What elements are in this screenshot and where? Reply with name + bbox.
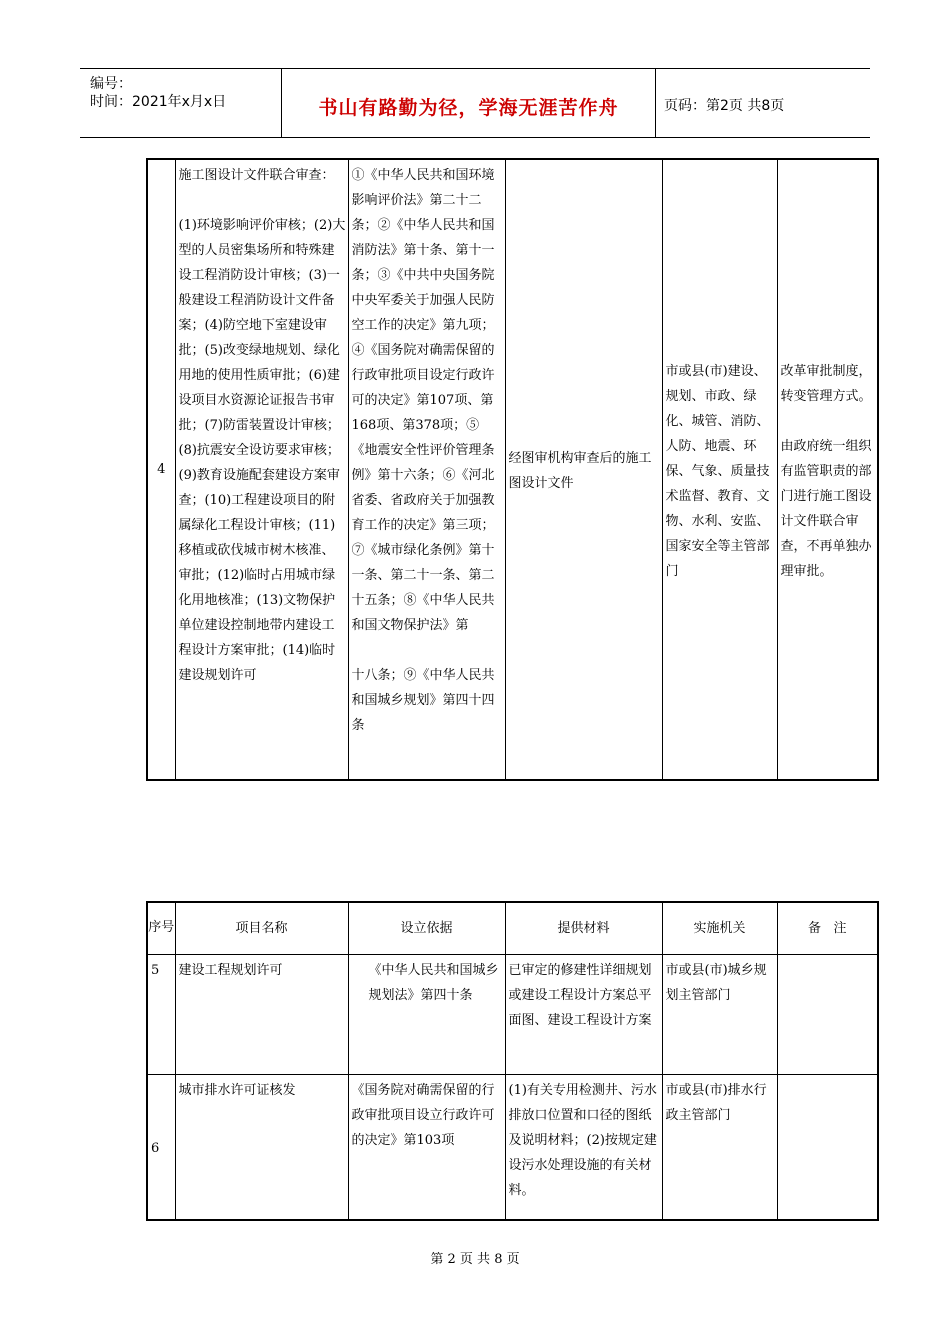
row-name: 施工图设计文件联合审查： (1)环境影响评价审核；(2)大型的人员密集场所和特殊建设工程消防设计审核；(3)一般建设工程消防设计文件备案；(4)防空地下室建设审批；(5)改变绿地规划、绿化用地的使用性质审批；(6)建设项目水资源论证报告书审批；(7)防雷装置设计审核；(8)抗震安全设访要求审核；(9)教育设施配套建设方案审查；(10)工程建设项目的附属绿化工程设计审核；(11)移植或砍伐城市树木核准、审批；(12)临时占用城市绿化用地核准；(13)文物保护单位建设控制地带内建设工程设计方案审批；(14)临时建设规划许可 (175, 159, 348, 780)
row-basis: 《国务院对确需保留的行政审批项目设立行政许可的决定》第103项 (348, 1074, 505, 1220)
row-agency: 市或县(市)城乡规划主管部门 (662, 954, 777, 1074)
header-materials: 提供材料 (505, 902, 662, 954)
table-row (147, 954, 878, 1074)
number-label: 编号： (90, 76, 132, 92)
row-agency: 市或县(市)建设、规划、市政、绿化、城管、消防、人防、地震、环保、气象、质量技术监督、教育、文物、水利、安监、国家安全等主管部门 (662, 159, 777, 780)
page-footer: 第 2 页 共 8 页 (430, 1252, 520, 1267)
row-seq: 5 (147, 954, 175, 1074)
row-seq: 4 (147, 159, 175, 780)
table-row (147, 159, 878, 780)
motto-text: 书山有路勤为径，学海无涯苦作舟 (318, 97, 619, 119)
row-remarks (777, 1074, 878, 1220)
row-materials: 经图审机构审查后的施工图设计文件 (505, 159, 662, 780)
row-basis: 《中华人民共和国城乡规划法》第四十条 (348, 954, 505, 1074)
header-motto-cell (282, 69, 656, 137)
header-seq: 序号 (147, 902, 175, 954)
page-header (80, 68, 870, 138)
row-materials: 已审定的修建性详细规划或建设工程设计方案总平面图、建设工程设计方案 (505, 954, 662, 1074)
row-remarks (777, 954, 878, 1074)
table-header-row (147, 902, 878, 954)
approval-table (146, 901, 879, 1221)
header-remarks: 备 注 (777, 902, 878, 954)
header-name: 项目名称 (175, 902, 348, 954)
row-basis: ①《中华人民共和国环境影响评价法》第二十二条；②《中华人民共和国消防法》第十条、第十一条；③《中共中央国务院中央军委关于加强人民防空工作的决定》第九项；④《国务院对确需保留的行政审批项目设定行政许可的决定》第107项、第168项、第378项；⑤《地震安全性评价管理条例》第十六条；⑥《河北省委、省政府关于加强教育工作的决定》第三项；⑦《城市绿化条例》第十一条、第二十一条、第二十五条；⑧《中华人民共和国文物保护法》第 十八条；⑨《中华人民共和国城乡规划》第四十四条 (348, 159, 505, 780)
header-agency: 实施机关 (662, 902, 777, 954)
page-info: 页码：第2页 共8页 (664, 98, 785, 114)
approval-table-continued (146, 158, 879, 781)
row-remarks: 改革审批制度，转变管理方式。 由政府统一组织有监管职责的部门进行施工图设计文件联合审查，不再单独办理审批。 (777, 159, 878, 780)
row-materials: (1)有关专用检测井、污水排放口位置和口径的图纸及说明材料；(2)按规定建设污水处理设施的有关材料。 (505, 1074, 662, 1220)
row-name: 城市排水许可证核发 (175, 1074, 348, 1220)
header-meta-cell (80, 69, 282, 137)
row-name: 建设工程规划许可 (175, 954, 348, 1074)
row-seq: 6 (147, 1074, 175, 1220)
header-basis: 设立依据 (348, 902, 505, 954)
table-row (147, 1074, 878, 1220)
row-agency: 市或县(市)排水行政主管部门 (662, 1074, 777, 1220)
time-label: 时间：2021年x月x日 (90, 94, 227, 110)
